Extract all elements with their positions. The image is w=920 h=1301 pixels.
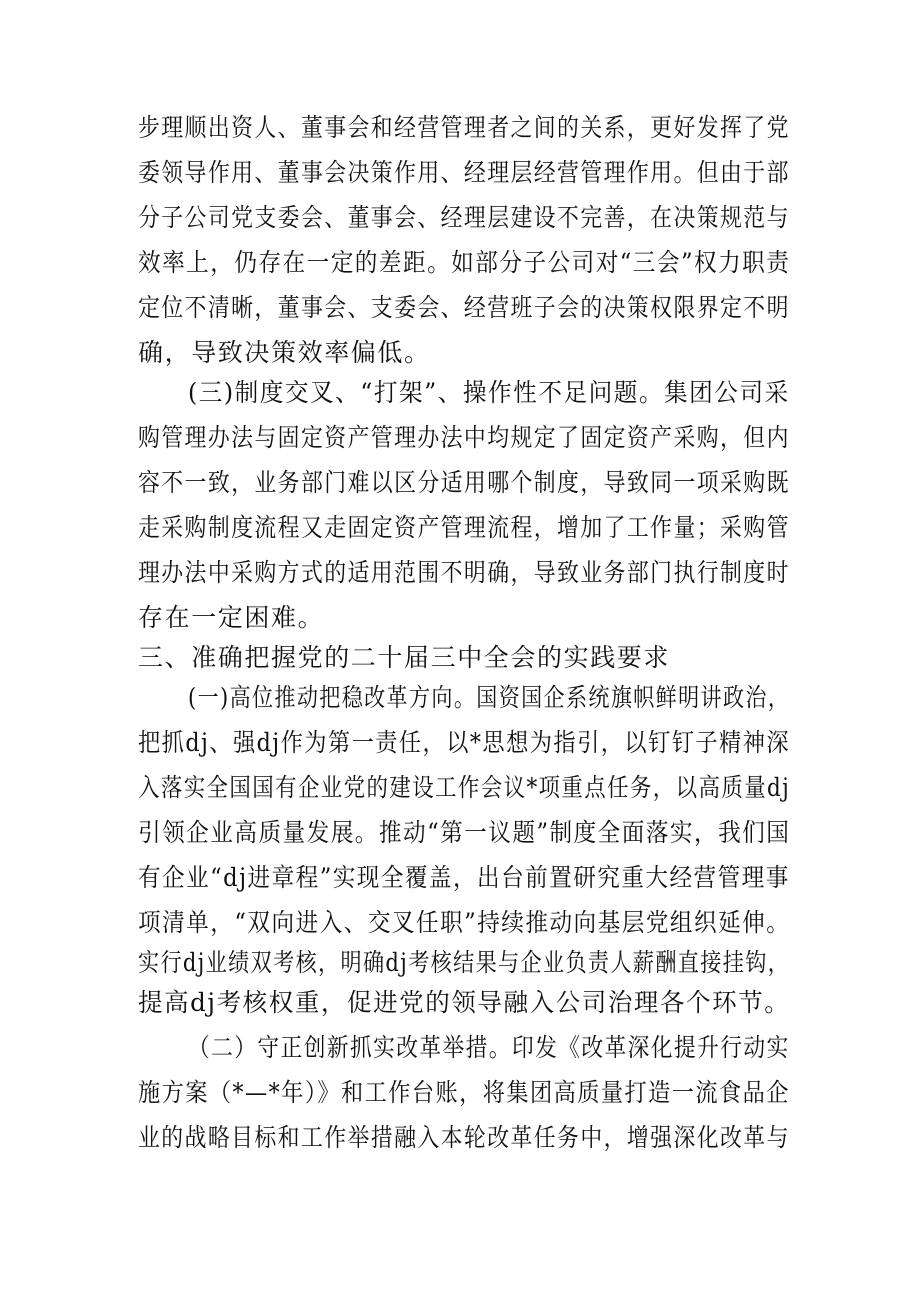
section-heading: 三、准确把握党的二十届三中全会的实践要求 <box>138 643 671 672</box>
paragraph-2-line-2: 购管理办法与固定资产管理办法中均规定了固定资产采购，但内 <box>138 423 790 452</box>
paragraph-5-line-3: 业的战略目标和工作举措融入本轮改革任务中，增强深化改革与 <box>138 1123 790 1152</box>
paragraph-5-line-2: 施方案（*—*年）》和工作台账，将集团高质量打造一流食品企 <box>138 1078 790 1107</box>
paragraph-2-line-1: (三)制度交叉、“打架”、操作性不足问题。集团公司采 <box>188 378 790 407</box>
paragraph-2-line-6: 存在一定困难。 <box>138 603 325 632</box>
paragraph-4-line-7: 实行dj业绩双考核，明确dj考核结果与企业负责人薪酬直接挂钩， <box>138 948 791 977</box>
paragraph-1-line-6: 确，导致决策效率偏低。 <box>138 338 431 367</box>
paragraph-4-line-8: 提高dj考核权重，促进党的领导融入公司治理各个环节。 <box>138 988 791 1017</box>
paragraph-4-line-3: 入落实全国国有企业党的建设工作会议*项重点任务，以高质量dj <box>138 773 791 802</box>
paragraph-5-line-1: （二）守正创新抓实改革举措。印发《改革深化提升行动实 <box>188 1033 790 1062</box>
paragraph-4-line-5: 有企业“dj进章程”实现全覆盖，出台前置研究重大经营管理事 <box>138 863 790 892</box>
paragraph-1-line-4: 效率上，仍存在一定的差距。如部分子公司对“三会”权力职责 <box>138 248 791 277</box>
paragraph-1-line-3: 分子公司党支委会、董事会、经理层建设不完善，在决策规范与 <box>138 203 790 232</box>
paragraph-1-line-2: 委领导作用、董事会决策作用、经理层经营管理作用。但由于部 <box>138 158 790 187</box>
paragraph-1-line-1: 步理顺出资人、董事会和经营管理者之间的关系，更好发挥了党 <box>138 113 790 142</box>
paragraph-4-line-6: 项清单，“双向进入、交叉任职”持续推动向基层党组织延伸。 <box>138 908 791 937</box>
paragraph-4-line-1: (一)高位推动把稳改革方向。国资国企系统旗帜鲜明讲政治， <box>188 683 791 712</box>
paragraph-2-line-4: 走采购制度流程又走固定资产管理流程，增加了工作量；采购管 <box>138 513 790 542</box>
paragraph-4-line-4: 引领企业高质量发展。推动“第一议题”制度全面落实，我们国 <box>138 818 791 847</box>
paragraph-1-line-5: 定位不清晰，董事会、支委会、经营班子会的决策权限界定不明 <box>138 293 790 322</box>
paragraph-2-line-3: 容不一致，业务部门难以区分适用哪个制度，导致同一项采购既 <box>138 468 790 497</box>
paragraph-4-line-2: 把抓dj、强dj作为第一责任，以*思想为指引，以钉钉子精神深 <box>138 728 791 757</box>
paragraph-2-line-5: 理办法中采购方式的适用范围不明确，导致业务部门执行制度时 <box>138 558 790 587</box>
